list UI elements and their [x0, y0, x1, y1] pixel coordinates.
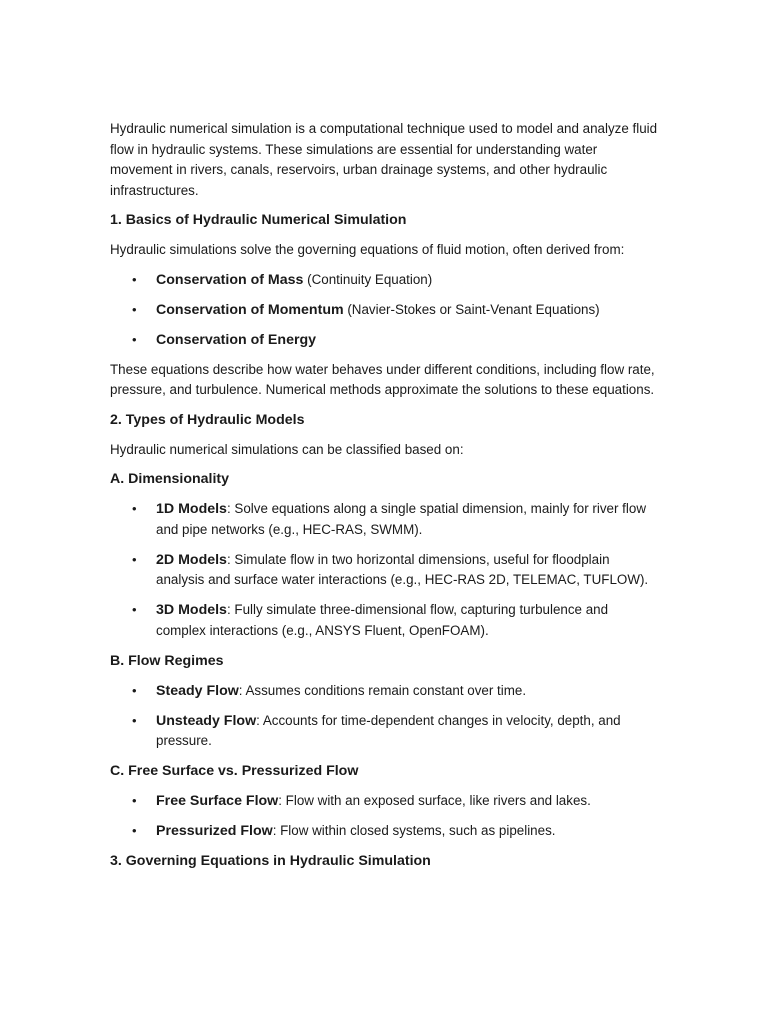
- list-item-desc: : Flow with an exposed surface, like rivers and lakes.: [278, 793, 591, 808]
- list-item-term: Free Surface Flow: [156, 793, 279, 809]
- list-item-term: Conservation of Momentum: [156, 301, 344, 318]
- list-item: [110, 821, 660, 842]
- list-item-desc: : Accounts for time-dependent changes in velocity, depth, and pressure.: [156, 712, 621, 748]
- list-item-term: 3D Models: [156, 602, 227, 618]
- list-item-term: Unsteady Flow: [156, 712, 257, 729]
- section-2-lead: Hydraulic numerical simulations can be classified based on:: [110, 441, 464, 457]
- list-item: [110, 270, 660, 291]
- list-item-desc: (Continuity Equation): [303, 271, 433, 287]
- list-item: [110, 791, 660, 812]
- list-item: [110, 300, 660, 321]
- section-1-lead: Hydraulic simulations solve the governing equations of fluid motion, often derived from:: [110, 242, 625, 257]
- list-item-term: Conservation of Energy: [156, 331, 317, 348]
- list-item-desc: : Simulate flow in two horizontal dimensions, useful for floodplain analysis and surface water interactions (e.g., HEC-RAS 2D, TELEMAC, TUFLOW).: [156, 551, 649, 587]
- list-item: [110, 711, 660, 752]
- list-item: [110, 330, 660, 351]
- list-item: [110, 550, 660, 591]
- list-item: [110, 600, 660, 641]
- list-item: [110, 499, 660, 540]
- section-1-heading: 1. Basics of Hydraulic Numerical Simulation: [110, 212, 407, 228]
- list-item-term: Conservation of Mass: [156, 271, 304, 288]
- subsection-b-heading: B. Flow Regimes: [110, 652, 224, 669]
- list-item-term: 2D Models: [156, 551, 227, 568]
- intro-paragraph: Hydraulic numerical simulation is a computational technique used to model and analyze fluid flow in hydraulic systems. These simulations are essential for understanding water movement in rivers, canals, reservoirs, urban drainage systems, and other hydraulic infrastructures.: [110, 121, 658, 198]
- section-3-heading: 3. Governing Equations in Hydraulic Simulation: [110, 853, 431, 869]
- list-item-desc: (Navier-Stokes or Saint-Venant Equations): [343, 301, 600, 317]
- surface-flow-list: [110, 791, 660, 842]
- list-item-term: 1D Models: [156, 501, 227, 517]
- list-item-term: Steady Flow: [156, 682, 239, 699]
- list-item: [110, 681, 660, 702]
- subsection-a-heading: A. Dimensionality: [110, 471, 230, 487]
- section-2-heading: 2. Types of Hydraulic Models: [110, 411, 305, 428]
- list-item-desc: : Assumes conditions remain constant over time.: [238, 682, 527, 698]
- list-item-desc: : Flow within closed systems, such as pipelines.: [272, 823, 556, 838]
- list-item-term: Pressurized Flow: [156, 823, 273, 839]
- flow-regimes-list: [110, 681, 660, 752]
- subsection-c-heading: C. Free Surface vs. Pressurized Flow: [110, 763, 359, 779]
- list-item-desc: : Solve equations along a single spatial dimension, mainly for river flow and pipe networks (e.g., HEC-RAS, SWMM).: [156, 501, 646, 537]
- conservation-list: [110, 270, 660, 351]
- list-item-desc: : Fully simulate three-dimensional flow, capturing turbulence and complex interactions (e.g., ANSYS Fluent, OpenFOAM).: [156, 602, 609, 638]
- section-1-outro: These equations describe how water behaves under different conditions, including flow rate, pressure, and turbulence. Numerical methods approximate the solutions to these equations.: [110, 361, 655, 397]
- document-page: [110, 119, 660, 881]
- dimensionality-list: [110, 499, 660, 641]
